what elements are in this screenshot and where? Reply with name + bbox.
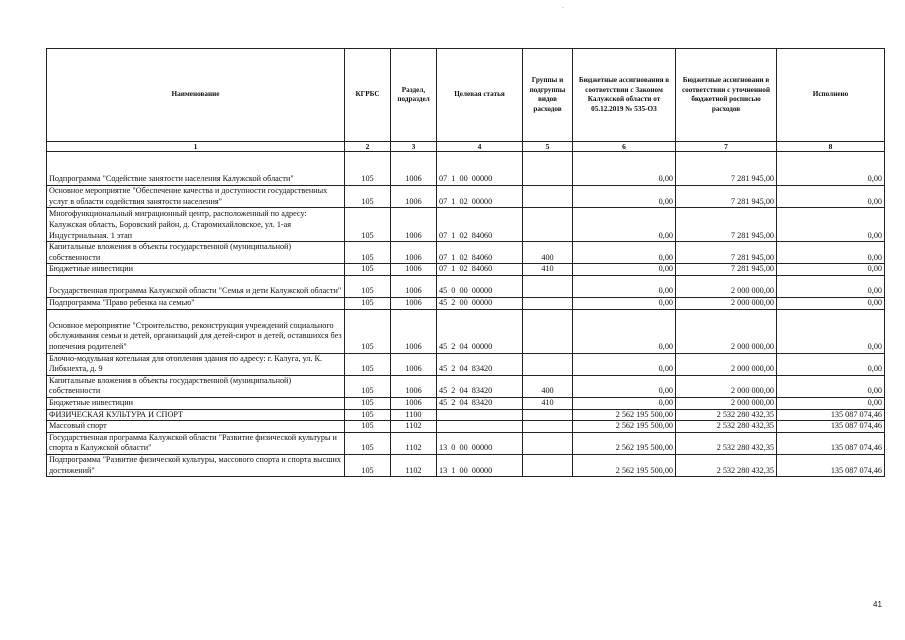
cell-executed: 0,00 [777,375,885,397]
cell-law-alloc: 0,00 [573,186,676,208]
cell-refined-alloc: 2 532 280 432,35 [676,432,777,454]
cell-target: 45 2 00 00000 [437,297,523,309]
cell-section: 1006 [391,275,437,297]
cell-name: Основное мероприятие "Обеспечение качества и доступности государственных услуг в области содействия занятости населения" [47,186,345,208]
cell-law-alloc: 2 562 195 500,00 [573,409,676,421]
cell-group: 400 [523,242,573,264]
cell-name: Многофункциональный миграционный центр, расположенный по адресу: Калужская область, Боровский район, д. Старомихайловское, ул. 1-ая Индустриальная. 1 этап [47,208,345,242]
cell-executed: 0,00 [777,208,885,242]
cell-name: Бюджетные инвестиции [47,397,345,409]
cell-section: 1006 [391,309,437,353]
cell-executed: 135 087 074,46 [777,421,885,433]
cell-name: Подпрограмма "Право ребенка на семью" [47,297,345,309]
cell-section: 1006 [391,152,437,186]
cell-kgrbs: 105 [345,152,391,186]
cell-law-alloc: 2 562 195 500,00 [573,454,676,476]
cell-refined-alloc: 2 532 280 432,35 [676,409,777,421]
cell-group: 410 [523,397,573,409]
cell-executed: 135 087 074,46 [777,409,885,421]
header-row [47,49,885,142]
column-number: 5 [523,142,573,152]
cell-kgrbs: 105 [345,297,391,309]
cell-executed: 0,00 [777,152,885,186]
cell-name: ФИЗИЧЕСКАЯ КУЛЬТУРА И СПОРТ [47,409,345,421]
cell-group [523,152,573,186]
cell-executed: 0,00 [777,309,885,353]
cell-refined-alloc: 7 281 945,00 [676,242,777,264]
header-groups: Группы и подгруппы видов расходов [523,49,573,142]
table-row [47,275,885,297]
column-number-row [47,142,885,152]
cell-section: 1006 [391,242,437,264]
cell-refined-alloc: 2 532 280 432,35 [676,454,777,476]
cell-target: 07 1 00 00000 [437,152,523,186]
cell-target: 45 0 00 00000 [437,275,523,297]
cell-target: 07 1 02 84060 [437,242,523,264]
header-executed: Исполнено [777,49,885,142]
cell-target: 45 2 04 00000 [437,309,523,353]
cell-law-alloc: 0,00 [573,309,676,353]
cell-executed: 0,00 [777,275,885,297]
cell-refined-alloc: 7 281 945,00 [676,208,777,242]
header-kgrbs: КГРБС [345,49,391,142]
cell-target [437,409,523,421]
cell-section: 1006 [391,186,437,208]
cell-section: 1006 [391,375,437,397]
column-number: 7 [676,142,777,152]
cell-executed: 135 087 074,46 [777,432,885,454]
header-section: Раздел, подраздел [391,49,437,142]
column-number: 8 [777,142,885,152]
cell-section: 1006 [391,264,437,276]
cell-section: 1006 [391,353,437,375]
cell-section: 1006 [391,208,437,242]
cell-refined-alloc: 2 000 000,00 [676,275,777,297]
cell-name: Государственная программа Калужской области "Семья и дети Калужской области" [47,275,345,297]
cell-kgrbs: 105 [345,397,391,409]
cell-group [523,432,573,454]
cell-law-alloc: 0,00 [573,353,676,375]
cell-law-alloc: 0,00 [573,242,676,264]
cell-name: Капитальные вложения в объекты государственной (муниципальной) собственности [47,375,345,397]
header-refined-alloc: Бюджетные ассигновани в соответствии с уточненной бюджетной росписью расходов [676,49,777,142]
cell-section: 1006 [391,297,437,309]
cell-refined-alloc: 2 000 000,00 [676,309,777,353]
cell-kgrbs: 105 [345,409,391,421]
column-number: 1 [47,142,345,152]
cell-executed: 0,00 [777,353,885,375]
cell-kgrbs: 105 [345,375,391,397]
scan-mark: ˇ [562,8,564,13]
cell-target: 45 2 04 83420 [437,397,523,409]
cell-refined-alloc: 7 281 945,00 [676,186,777,208]
cell-name: Капитальные вложения в объекты государственной (муниципальной) собственности [47,242,345,264]
cell-section: 1100 [391,409,437,421]
cell-law-alloc: 2 562 195 500,00 [573,421,676,433]
cell-name: Подпрограмма "Развитие физической культуры, массового спорта и спорта высших достижений" [47,454,345,476]
cell-kgrbs: 105 [345,309,391,353]
table-row [47,297,885,309]
table-row [47,409,885,421]
cell-group [523,353,573,375]
table-row [47,186,885,208]
cell-target [437,421,523,433]
table-row [47,353,885,375]
cell-group: 410 [523,264,573,276]
budget-table [46,48,885,477]
cell-group: 400 [523,375,573,397]
cell-group [523,309,573,353]
cell-executed: 0,00 [777,297,885,309]
cell-kgrbs: 105 [345,208,391,242]
cell-kgrbs: 105 [345,421,391,433]
cell-law-alloc: 0,00 [573,297,676,309]
cell-law-alloc: 0,00 [573,275,676,297]
cell-group [523,275,573,297]
cell-group [523,454,573,476]
cell-refined-alloc: 7 281 945,00 [676,152,777,186]
cell-law-alloc: 0,00 [573,397,676,409]
cell-kgrbs: 105 [345,353,391,375]
cell-law-alloc: 0,00 [573,264,676,276]
table-row [47,421,885,433]
table-row [47,432,885,454]
cell-group [523,409,573,421]
cell-section: 1102 [391,421,437,433]
cell-kgrbs: 105 [345,186,391,208]
cell-law-alloc: 0,00 [573,152,676,186]
cell-executed: 0,00 [777,242,885,264]
cell-target: 45 2 04 83420 [437,353,523,375]
page-number: 41 [873,600,882,609]
cell-group [523,297,573,309]
table-row [47,309,885,353]
cell-name: Государственная программа Калужской области "Развитие физической культуры и спорта в Калужской области" [47,432,345,454]
table-row [47,208,885,242]
cell-section: 1006 [391,397,437,409]
cell-refined-alloc: 2 000 000,00 [676,375,777,397]
column-number: 2 [345,142,391,152]
column-number: 4 [437,142,523,152]
cell-name: Массовый спорт [47,421,345,433]
cell-refined-alloc: 2 000 000,00 [676,297,777,309]
cell-group [523,186,573,208]
cell-law-alloc: 0,00 [573,375,676,397]
table-row [47,454,885,476]
cell-name: Подпрограмма "Содействие занятости населения Калужской области" [47,152,345,186]
cell-name: Основное мероприятие "Строительство, реконструкция учреждений социального обслуживания семьи и детей, организаций для детей-сирот и детей, оставшихся без попечения родителей" [47,309,345,353]
cell-kgrbs: 105 [345,454,391,476]
cell-group [523,208,573,242]
cell-kgrbs: 105 [345,432,391,454]
cell-section: 1102 [391,454,437,476]
header-law-alloc: Бюджетные ассигнования в соответствии с Законом Калужской области от 05.12.2019 № 535-ОЗ [573,49,676,142]
cell-name: Блочно-модульная котельная для отопления здания по адресу: г. Калуга, ул. К. Либкнехта, д. 9 [47,353,345,375]
cell-executed: 135 087 074,46 [777,454,885,476]
cell-target: 07 1 02 84060 [437,264,523,276]
column-number: 6 [573,142,676,152]
header-target: Целевая статья [437,49,523,142]
cell-kgrbs: 105 [345,242,391,264]
cell-name: Бюджетные инвестиции [47,264,345,276]
cell-executed: 0,00 [777,264,885,276]
table-row [47,264,885,276]
column-number: 3 [391,142,437,152]
table-row [47,152,885,186]
cell-target: 07 1 02 00000 [437,186,523,208]
cell-law-alloc: 2 562 195 500,00 [573,432,676,454]
table-row [47,242,885,264]
cell-target: 07 1 02 84060 [437,208,523,242]
table-row [47,397,885,409]
cell-refined-alloc: 7 281 945,00 [676,264,777,276]
cell-refined-alloc: 2 532 280 432,35 [676,421,777,433]
cell-kgrbs: 105 [345,264,391,276]
table-row [47,375,885,397]
cell-kgrbs: 105 [345,275,391,297]
cell-group [523,421,573,433]
cell-target: 13 1 00 00000 [437,454,523,476]
cell-section: 1102 [391,432,437,454]
cell-refined-alloc: 2 000 000,00 [676,397,777,409]
cell-target: 45 2 04 83420 [437,375,523,397]
cell-executed: 0,00 [777,397,885,409]
cell-refined-alloc: 2 000 000,00 [676,353,777,375]
cell-target: 13 0 00 00000 [437,432,523,454]
header-name: Наименование [47,49,345,142]
cell-law-alloc: 0,00 [573,208,676,242]
cell-executed: 0,00 [777,186,885,208]
table-body [47,152,885,477]
